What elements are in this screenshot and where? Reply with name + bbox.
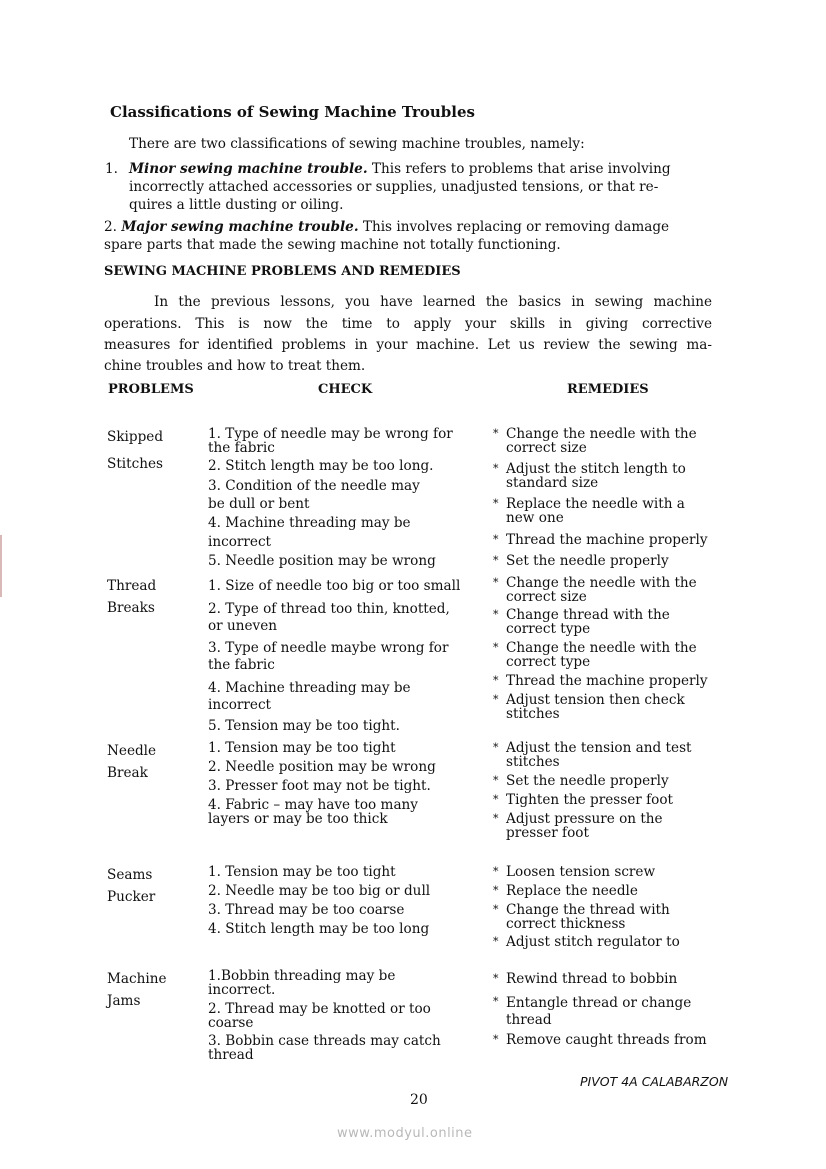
page-number: 20 (410, 1092, 428, 1108)
bullet-asterisk-icon: * (493, 884, 499, 897)
remedy-item: Change the needle with the correct size (506, 575, 697, 605)
check-item: incorrect (208, 534, 272, 550)
check-item: 4. Machine threading may be incorrect (208, 680, 411, 713)
page-title: Classifications of Sewing Machine Troubles (110, 103, 475, 121)
check-item: be dull or bent (208, 496, 310, 512)
check-item: 4. Stitch length may be too long (208, 921, 430, 937)
bullet-asterisk-icon: * (493, 774, 499, 787)
remedy-item: Thread the machine properly (506, 532, 708, 548)
check-item: 1. Tension may be too tight (208, 740, 396, 756)
intro-text: There are two classifications of sewing machine troubles, namely: (129, 136, 585, 152)
section-para-line-2: operations. This is now the time to apply your skills in giving corrective (104, 316, 712, 332)
bullet-asterisk-icon: * (493, 793, 499, 806)
remedy-item: Adjust pressure on the presser foot (506, 811, 663, 841)
bullet-asterisk-icon: * (493, 1033, 499, 1046)
class-2-line-1 (104, 220, 669, 234)
bullet-asterisk-icon: * (493, 865, 499, 878)
check-item: 3. Thread may be too coarse (208, 902, 405, 918)
bullet-asterisk-icon: * (493, 741, 499, 754)
bullet-asterisk-icon: * (493, 462, 499, 475)
bullet-asterisk-icon: * (493, 533, 499, 546)
bullet-asterisk-icon: * (493, 693, 499, 706)
check-item: 2. Type of thread too thin, knotted, or uneven (208, 601, 450, 634)
remedy-item: Entangle thread or change thread (506, 995, 692, 1028)
class-2-term: Major sewing machine trouble. (121, 219, 359, 235)
problem-label: Skipped (107, 429, 164, 445)
problem-label: Thread (107, 578, 157, 594)
remedy-item: Change the thread with correct thickness (506, 902, 670, 932)
remedy-item: Adjust the stitch length to standard size (506, 461, 686, 491)
remedy-item: Change thread with the correct type (506, 607, 670, 637)
check-item: 1. Type of needle may be wrong for the fabric (208, 426, 453, 456)
bullet-asterisk-icon: * (493, 608, 499, 621)
class-1-text: This refers to problems that arise involving (367, 161, 671, 177)
bullet-asterisk-icon: * (493, 903, 499, 916)
class-2-text: This involves replacing or removing damage (358, 219, 670, 235)
check-item: 4. Fabric – may have too many layers or may be too thick (208, 797, 418, 827)
class-2-line-2: spare parts that made the sewing machine not totally functioning. (104, 237, 561, 253)
class-1-number: 1. (105, 161, 118, 177)
page-edge-mark (0, 535, 2, 597)
remedy-item: Replace the needle with a new one (506, 496, 685, 526)
watermark: www.modyul.online (337, 1126, 473, 1141)
section-para-line-3: measures for identified problems in your machine. Let us review the sewing ma- (104, 337, 712, 353)
bullet-asterisk-icon: * (493, 812, 499, 825)
bullet-asterisk-icon: * (493, 674, 499, 687)
remedy-item: Tighten the presser foot (506, 792, 673, 808)
check-item: 2. Stitch length may be too long. (208, 458, 434, 474)
remedy-item: Change the needle with the correct type (506, 640, 697, 670)
problem-label: Pucker (107, 889, 156, 905)
check-item: 5. Needle position may be wrong (208, 553, 436, 569)
header-problems: PROBLEMS (108, 382, 194, 397)
section-para-line-1: In the previous lessons, you have learned the basics in sewing machine (154, 294, 712, 310)
remedy-item: Set the needle properly (506, 553, 669, 569)
bullet-asterisk-icon: * (493, 497, 499, 510)
check-item: 2. Needle may be too big or dull (208, 883, 431, 899)
check-item: 3. Presser foot may not be tight. (208, 778, 431, 794)
remedy-item: Adjust the tension and test stitches (506, 740, 692, 770)
remedy-item: Remove caught threads from (506, 1032, 707, 1048)
footer-source: PIVOT 4A CALABARZON (580, 1074, 729, 1089)
class-1-term: Minor sewing machine trouble. (129, 161, 368, 177)
remedy-item: Loosen tension screw (506, 864, 656, 880)
header-remedies: REMEDIES (567, 382, 649, 397)
problem-label: Jams (107, 993, 141, 1009)
class-1-line-2: incorrectly attached accessories or supplies, unadjusted tensions, or that re- (129, 179, 659, 195)
header-check: CHECK (318, 382, 373, 397)
check-item: 3. Bobbin case threads may catch thread (208, 1033, 441, 1063)
check-item: 5. Tension may be too tight. (208, 718, 400, 734)
remedy-item: Thread the machine properly (506, 673, 708, 689)
bullet-asterisk-icon: * (493, 972, 499, 985)
check-item: 2. Needle position may be wrong (208, 759, 436, 775)
bullet-asterisk-icon: * (493, 995, 499, 1008)
section-heading: SEWING MACHINE PROBLEMS AND REMEDIES (104, 264, 461, 279)
check-item: 1. Tension may be too tight (208, 864, 396, 880)
check-item: 3. Condition of the needle may (208, 478, 420, 494)
remedy-item: Set the needle properly (506, 773, 669, 789)
problem-label: Needle (107, 743, 157, 759)
remedy-item: Rewind thread to bobbin (506, 971, 678, 987)
remedy-item: Adjust stitch regulator to (506, 934, 680, 950)
problem-label: Break (107, 765, 148, 781)
problem-label: Seams (107, 867, 153, 883)
check-item: 2. Thread may be knotted or too coarse (208, 1001, 431, 1031)
check-item: 1. Size of needle too big or too small (208, 578, 461, 594)
remedy-item: Change the needle with the correct size (506, 426, 697, 456)
check-item: 4. Machine threading may be (208, 515, 411, 531)
class-1-line-1 (129, 162, 671, 176)
remedy-item: Replace the needle (506, 883, 638, 899)
bullet-asterisk-icon: * (493, 935, 499, 948)
bullet-asterisk-icon: * (493, 641, 499, 654)
problem-label: Stitches (107, 456, 163, 472)
check-item: 3. Type of needle maybe wrong for the fabric (208, 640, 449, 673)
bullet-asterisk-icon: * (493, 576, 499, 589)
problem-label: Breaks (107, 600, 155, 616)
class-1-line-3: quires a little dusting or oiling. (129, 197, 344, 213)
section-para-line-4: chine troubles and how to treat them. (104, 358, 366, 374)
check-item: 1.Bobbin threading may be incorrect. (208, 968, 396, 998)
remedy-item: Adjust tension then check stitches (506, 692, 685, 722)
bullet-asterisk-icon: * (493, 554, 499, 567)
bullet-asterisk-icon: * (493, 427, 499, 440)
problem-label: Machine (107, 971, 167, 987)
class-2-number: 2. (104, 219, 117, 235)
